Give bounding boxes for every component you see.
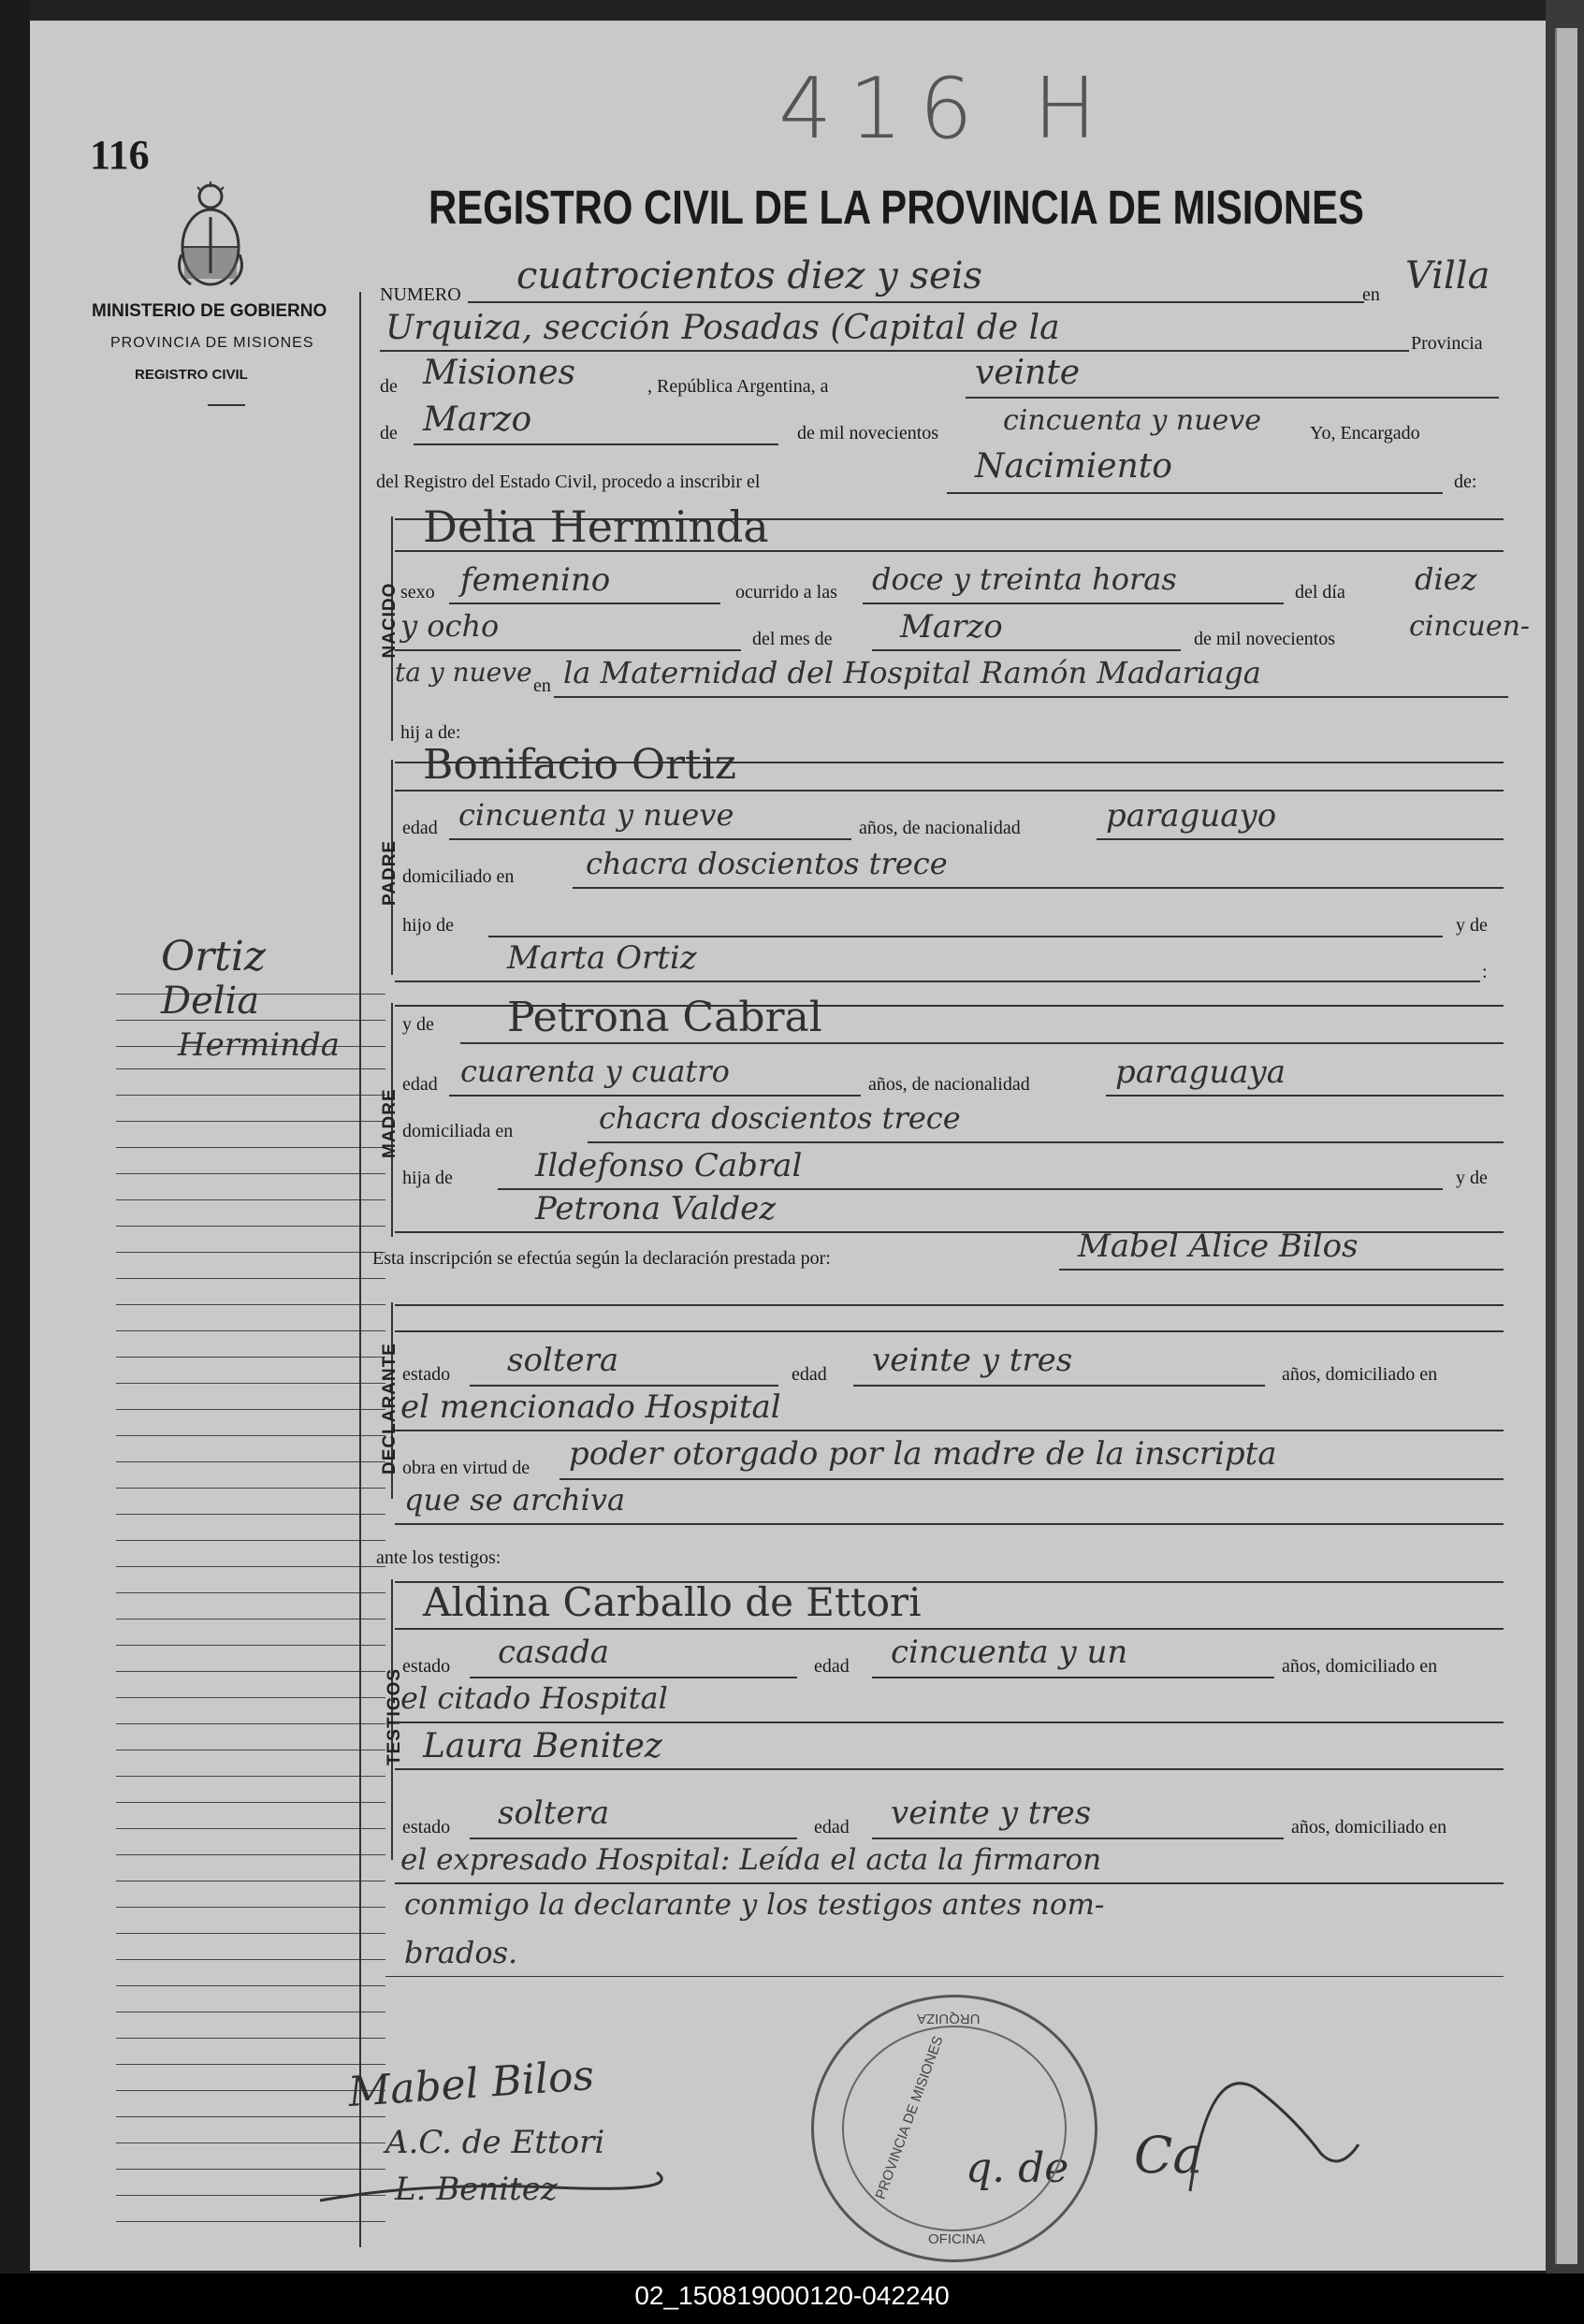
main-left-border xyxy=(359,292,361,2247)
padre-edad: cincuenta y nueve xyxy=(458,797,734,833)
madre-domicilio: chacra doscientos trece xyxy=(599,1100,961,1136)
padre-domicilio: chacra doscientos trece xyxy=(586,846,948,881)
field-line xyxy=(573,887,1504,889)
field-line xyxy=(395,1523,1504,1525)
mes-nac-value: Marzo xyxy=(900,608,1003,646)
edad-label-3: edad xyxy=(792,1364,827,1385)
field-line xyxy=(395,980,1480,982)
field-line xyxy=(395,1721,1504,1723)
next-page-edge xyxy=(1546,0,1584,2273)
cierre-text-2: brados. xyxy=(404,1935,518,1970)
cierre-text: conmigo la declarante y los testigos antes nom- xyxy=(404,1888,1105,1922)
testigo2-domicilio: el expresado Hospital: Leída el acta la firmaron xyxy=(400,1843,1102,1877)
field-line xyxy=(947,492,1443,494)
inscripcion-label: Esta inscripción se efectúa según la declaración prestada por: xyxy=(372,1248,831,1269)
side-nacido: NACIDO xyxy=(380,582,400,659)
anos-dom-label-3: años, domiciliado en xyxy=(1291,1817,1447,1837)
field-line xyxy=(460,1042,1504,1044)
domiciliado-label: domiciliado en xyxy=(402,866,515,887)
side-testigos: TESTIGOS xyxy=(385,1667,404,1765)
seal-text: PROVINCIA DE MISIONES xyxy=(872,2034,947,2201)
declarante-obra-2: que se archiva xyxy=(404,1482,626,1518)
madre-padre: Ildefonso Cabral xyxy=(535,1147,803,1184)
margin-note-name1: Delia xyxy=(161,980,260,1023)
seal-text-top: URQUIZA xyxy=(917,2011,981,2026)
declarante-estado: soltera xyxy=(507,1342,619,1379)
edad-label: edad xyxy=(402,818,438,838)
edad-label-4: edad xyxy=(814,1656,850,1677)
lugar-nac-value: la Maternidad del Hospital Ramón Madariaga xyxy=(563,655,1261,690)
mes-value: Marzo xyxy=(423,400,532,439)
signature-testigo2: L. Benitez xyxy=(395,2171,558,2208)
madre-edad: cuarenta y cuatro xyxy=(460,1053,730,1089)
signature-officer: q. de xyxy=(966,2144,1069,2192)
padre-madre: Marta Ortiz xyxy=(507,939,697,977)
del-dia-label: del día xyxy=(1295,582,1345,603)
encargado-label: Yo, Encargado xyxy=(1310,423,1420,443)
lugar-value-2: Urquiza, sección Posadas (Capital de la xyxy=(385,309,1060,347)
field-line xyxy=(554,696,1508,698)
field-line xyxy=(449,1095,861,1097)
signature-declarante: Mabel Bilos xyxy=(346,2051,596,2117)
signature-officer-2: Ca xyxy=(1134,2126,1203,2185)
lugar-value: Villa xyxy=(1405,254,1490,298)
edad-label-5: edad xyxy=(814,1817,850,1837)
anio-value: cincuenta y nueve xyxy=(1003,404,1261,437)
ocurrido-label: ocurrido a las xyxy=(735,582,837,603)
field-line xyxy=(853,1385,1265,1387)
registry-number: 416 H xyxy=(778,60,1114,158)
field-line xyxy=(380,350,1409,352)
signature-flourish xyxy=(311,2154,666,2210)
field-line xyxy=(449,838,851,840)
dia-value: veinte xyxy=(975,354,1081,392)
margin-note-surname: Ortiz xyxy=(161,933,267,980)
estado-label: estado xyxy=(402,1364,451,1385)
declarante-edad: veinte y tres xyxy=(872,1342,1073,1379)
sexo-value: femenino xyxy=(460,561,611,599)
obra-label: obra en virtud de xyxy=(402,1458,530,1478)
del-mes-label: del mes de xyxy=(752,629,833,649)
dia-nac-value-2: y ocho xyxy=(400,608,500,644)
de-mil-label: de mil novecientos xyxy=(1194,629,1336,649)
field-line xyxy=(1097,838,1504,840)
testigo2-estado: soltera xyxy=(498,1794,610,1832)
field-line xyxy=(872,649,1181,651)
y-de-label-2: y de xyxy=(402,1014,434,1035)
anos-dom-label: años, domiciliado en xyxy=(1282,1364,1438,1385)
field-line xyxy=(470,1385,778,1387)
testigo1-edad: cincuenta y un xyxy=(891,1634,1128,1671)
en-label-2: en xyxy=(533,675,551,696)
colon-label: : xyxy=(1482,962,1488,982)
hijo-de-label: hijo de xyxy=(402,915,454,936)
hora-value: doce y treinta horas xyxy=(872,561,1177,597)
province-label: PROVINCIA DE MISIONES xyxy=(110,335,314,351)
registry-label: REGISTRO CIVIL xyxy=(135,367,248,383)
registro-label: del Registro del Estado Civil, procedo a inscribir el xyxy=(376,472,761,492)
signature-stroke xyxy=(1181,2032,1368,2201)
de-label: de xyxy=(380,376,398,397)
field-line xyxy=(588,1141,1504,1143)
numero-label: NUMERO xyxy=(380,284,461,305)
de-colon-label: de: xyxy=(1454,472,1477,492)
page-number: 116 xyxy=(90,132,150,178)
scan-footer xyxy=(0,2273,1584,2324)
field-line xyxy=(395,790,1504,792)
field-line xyxy=(1106,1095,1504,1097)
field-line xyxy=(385,1976,1504,1977)
numero-value: cuatrocientos diez y seis xyxy=(516,254,983,298)
scan-top-edge xyxy=(30,0,1546,21)
nacido-nombre: Delia Herminda xyxy=(423,501,769,552)
field-line xyxy=(395,649,741,651)
declarante-obra: poder otorgado por la madre de la inscripta xyxy=(569,1435,1277,1473)
provincia-value: Misiones xyxy=(423,354,576,392)
republica-label: , República Argentina, a xyxy=(647,376,829,397)
section-line xyxy=(395,1330,1504,1332)
field-line xyxy=(470,1837,797,1839)
edad-label-2: edad xyxy=(402,1074,438,1095)
side-declarante: DECLARANTE xyxy=(380,1343,400,1474)
side-padre: PADRE xyxy=(380,839,400,906)
anos-nac-label-2: años, de nacionalidad xyxy=(868,1074,1030,1095)
signature-testigo1: A.C. de Ettori xyxy=(385,2124,605,2161)
provincia-label: Provincia xyxy=(1411,333,1483,354)
field-line xyxy=(414,443,778,445)
hij-label: hij a de: xyxy=(400,722,461,743)
testigo1-nombre: Aldina Carballo de Ettori xyxy=(423,1579,922,1625)
scan-id: 02_150819000120-042240 xyxy=(634,2281,950,2310)
anos-nac-label: años, de nacionalidad xyxy=(859,818,1021,838)
field-line xyxy=(966,397,1499,399)
field-line xyxy=(1059,1269,1504,1271)
de-mil-label: de mil novecientos xyxy=(797,423,939,443)
side-madre: MADRE xyxy=(380,1088,400,1158)
madre-madre: Petrona Valdez xyxy=(535,1190,777,1227)
ante-testigos-label: ante los testigos: xyxy=(376,1547,501,1568)
margin-note-name2: Herminda xyxy=(178,1026,341,1064)
field-line xyxy=(468,301,1364,303)
anos-dom-label-2: años, domiciliado en xyxy=(1282,1656,1438,1677)
field-line xyxy=(395,1430,1504,1431)
declarante-nombre: Mabel Alice Bilos xyxy=(1078,1227,1359,1265)
testigo1-domicilio: el citado Hospital xyxy=(400,1680,668,1716)
coat-of-arms-icon xyxy=(172,180,249,292)
anio-nac-value-2: ta y nueve xyxy=(395,657,532,688)
field-line xyxy=(488,936,1443,937)
section-line xyxy=(395,1304,1504,1306)
field-line xyxy=(872,1677,1274,1678)
padre-nacionalidad: paraguayo xyxy=(1106,797,1277,835)
ministry-label: MINISTERIO DE GOBIERNO xyxy=(92,301,327,321)
field-line xyxy=(863,603,1284,604)
y-de-label: y de xyxy=(1456,915,1488,936)
official-seal xyxy=(811,1995,1097,2262)
madre-nombre: Petrona Cabral xyxy=(507,994,822,1041)
estado-label-3: estado xyxy=(402,1817,451,1837)
estado-label-2: estado xyxy=(402,1656,451,1677)
dia-nac-value: diez xyxy=(1415,561,1477,597)
y-de-label-3: y de xyxy=(1456,1168,1488,1188)
field-line xyxy=(395,1768,1504,1770)
document-title: REGISTRO CIVIL DE LA PROVINCIA DE MISIONES xyxy=(429,181,1364,234)
padre-nombre: Bonifacio Ortiz xyxy=(423,741,736,789)
field-line xyxy=(449,603,720,604)
madre-nacionalidad: paraguaya xyxy=(1115,1053,1286,1091)
declarante-domicilio: el mencionado Hospital xyxy=(400,1388,781,1426)
field-line xyxy=(395,550,1504,552)
divider xyxy=(208,404,245,406)
field-line xyxy=(872,1837,1284,1839)
testigo1-estado: casada xyxy=(498,1634,610,1671)
field-line xyxy=(470,1677,797,1678)
sexo-label: sexo xyxy=(400,582,435,603)
testigo2-edad: veinte y tres xyxy=(891,1794,1092,1832)
domiciliada-label: domiciliada en xyxy=(402,1121,514,1141)
seal-text-bottom: OFICINA xyxy=(928,2231,985,2247)
hija-de-label: hija de xyxy=(402,1168,453,1188)
en-label: en xyxy=(1362,284,1380,305)
testigo2-nombre: Laura Benitez xyxy=(423,1727,662,1765)
register-sheet xyxy=(30,21,1548,2271)
de-label: de xyxy=(380,423,398,443)
field-line xyxy=(559,1478,1504,1480)
field-line xyxy=(395,1628,1504,1630)
field-line xyxy=(395,1882,1504,1884)
acto-value: Nacimiento xyxy=(975,447,1172,486)
anio-nac-value: cincuen- xyxy=(1409,610,1531,643)
